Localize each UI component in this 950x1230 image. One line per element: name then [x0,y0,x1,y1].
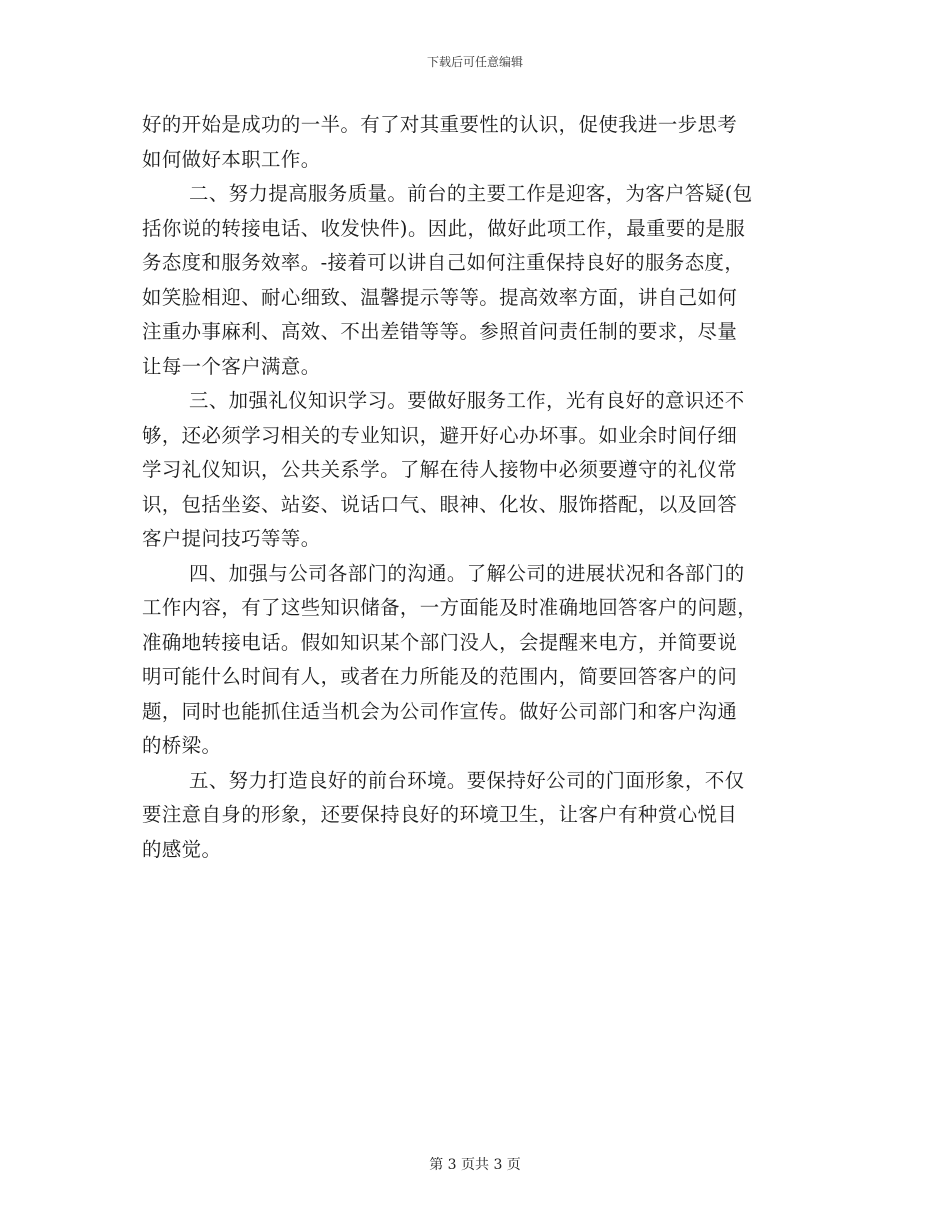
text-line: 题，同时也能抓住适当机会为公司作宣传。做好公司部门和客户沟通 [142,699,738,723]
text-line: 学习礼仪知识，公共关系学。了解在待人接物中必须要遵守的礼仪常 [142,458,738,481]
text-line: 好的开始是成功的一半。有了对其重要性的认识，促使我进一步思考 [142,113,738,136]
text-line: 要注意自身的形象，还要保持良好的环境卫生，让客户有种赏心悦目 [142,803,738,826]
text-line: 如何做好本职工作。 [142,147,321,171]
paragraph-start-line: 二、努力提高服务质量。前台的主要工作是迎客，为客户答疑(包 [189,182,753,205]
text-line: 够，还必须学习相关的专业知识，避开好心办坏事。如业余时间仔细 [142,423,738,447]
text-line: 准确地转接电话。假如知识某个部门没人，会提醒来电方，并简要说 [142,630,738,654]
text-line: 客户提问技巧等等。 [142,527,321,550]
text-line: 如笑脸相迎、耐心细致、温馨提示等等。提高效率方面，讲自己如何 [142,285,738,309]
paragraph-start-line: 五、努力打造良好的前台环境。要保持好公司的门面形象，不仅 [189,768,745,792]
text-line: 注重办事麻利、高效、不出差错等等。参照首问责任制的要求，尽量 [142,320,738,343]
text-line: 的感觉。 [142,837,222,861]
paragraph-start-line: 四、加强与公司各部门的沟通。了解公司的进展状况和各部门的 [189,561,745,585]
paragraph-start-line: 三、加强礼仪知识学习。要做好服务工作，光有良好的意识还不 [189,389,745,412]
text-line: 让每一个客户满意。 [142,354,321,378]
page-footer: 第 3 页共 3 页 [429,1157,521,1173]
document-body [142,108,806,867]
text-line: 务态度和服务效率。-接着可以讲自己如何注重保持良好的服务态度， [142,251,745,274]
text-line: 明可能什么时间有人，或者在力所能及的范围内，简要回答客户的问 [142,665,738,688]
text-line: 工作内容，有了这些知识储备，一方面能及时准确地回答客户的问题， [142,596,758,619]
text-line: 括你说的转接电话、收发快件)。因此，做好此项工作，最重要的是服 [142,216,746,240]
text-line: 识，包括坐姿、站姿、说话口气、眼神、化妆、服饰搭配，以及回答 [142,492,738,516]
page-header: 下载后可任意编辑 [426,55,523,69]
text-line: 的桥梁。 [142,734,222,757]
